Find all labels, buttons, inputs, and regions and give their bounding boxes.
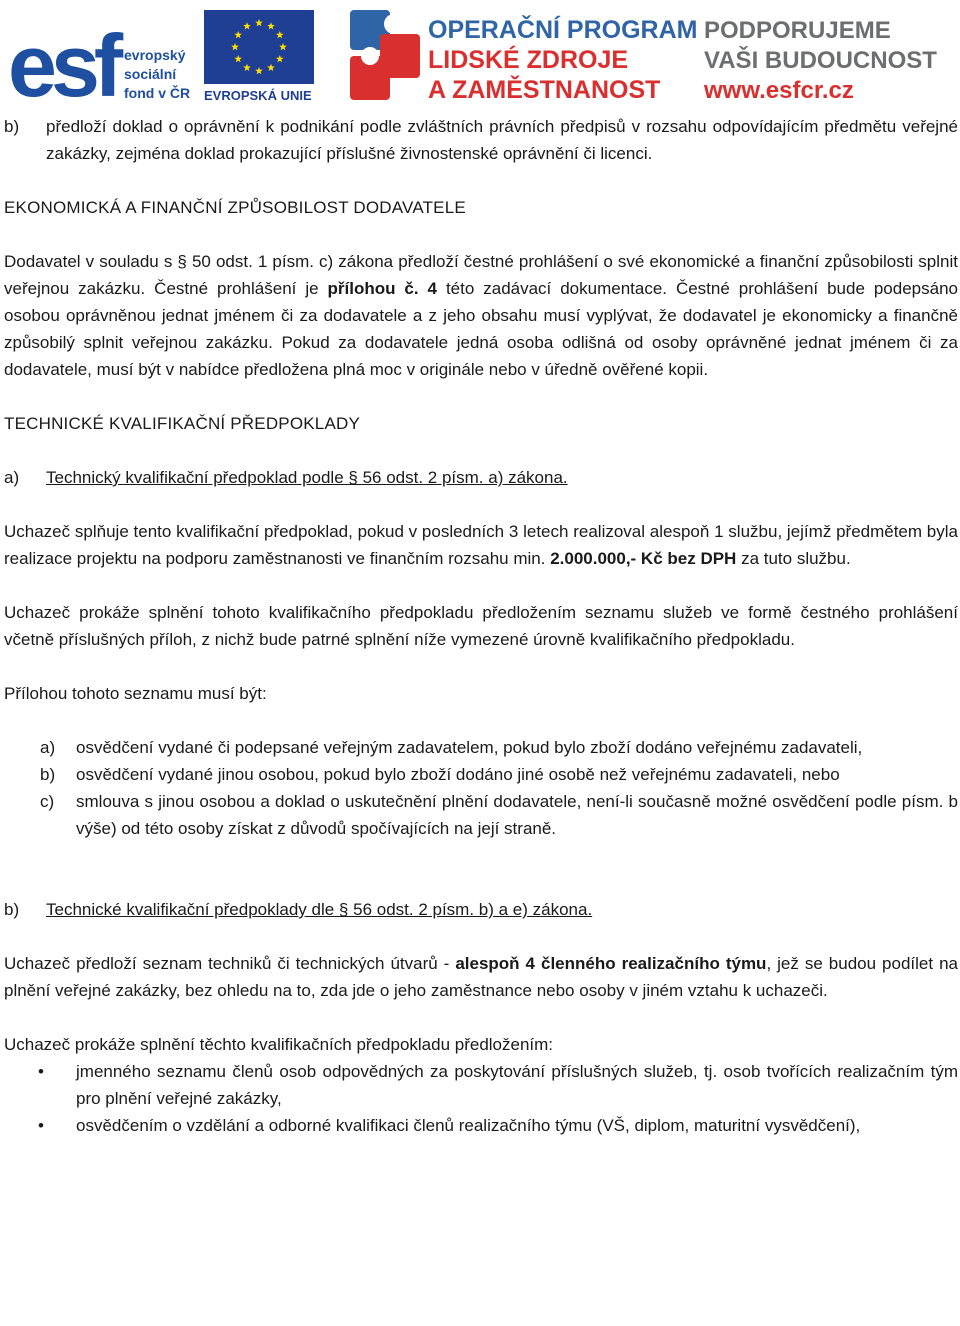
header-logos	[0, 0, 960, 106]
esf-letters: esf	[8, 16, 118, 106]
list-label: a)	[40, 738, 56, 757]
support-logo	[703, 17, 937, 104]
list-text: osvědčení vydané jinou osobou, pokud bylo zboží dodáno jiné osobě než veřejnému zadavateli, nebo	[76, 765, 840, 784]
econ-text-start: Dodavatel v souladu s § 50 odst. 1 písm. c) zákona předloží čestné prohlášení o své ekonomické a finanční způsobilosti splnit veřejnou zakázku. Čestné prohlášení je	[4, 252, 958, 298]
section-a-title	[4, 464, 958, 491]
support-line1: PODPORUJEME	[704, 17, 891, 44]
esf-line2: sociální	[124, 66, 177, 82]
paragraph-4	[4, 950, 958, 1004]
heading-technical: TECHNICKÉ KVALIFIKAČNÍ PŘEDPOKLADY	[4, 414, 361, 433]
bullet-item	[4, 1058, 958, 1112]
section-label: b)	[4, 900, 20, 919]
list-label: c)	[40, 792, 55, 811]
op-line1: OPERAČNÍ PROGRAM	[428, 16, 698, 44]
bullet-list	[4, 1058, 958, 1139]
paragraph-5: Uchazeč prokáže splnění těchto kvalifikačních předpokladu předložením:	[4, 1035, 554, 1054]
item-text: předloží doklad o oprávnění k podnikání podle zvláštních právních předpisů v rozsahu odpovídajícím předmětu veřejné zakázky, zejména doklad prokazující příslušné živnostenské oprávnění či licenci.	[46, 117, 958, 163]
bullet-text: jmenného seznamu členů osob odpovědných za poskytování příslušných služeb, tj. osob tvořících realizačním tým pro plnění veřejné zakázky,	[76, 1062, 958, 1108]
logo-strip	[0, 0, 960, 106]
op-puzzle-logo	[350, 10, 697, 104]
list-item	[40, 788, 958, 842]
bullet-item	[4, 1112, 958, 1139]
op-line2: LIDSKÉ ZDROJE	[428, 46, 629, 74]
p4-bold: alespoň 4 členného realizačního týmu	[455, 954, 767, 973]
p1-end: za tuto službu.	[736, 549, 851, 568]
p4-start: Uchazeč předloží seznam techniků či technických útvarů -	[4, 954, 456, 973]
paragraph-1	[4, 518, 958, 572]
esf-line3: fond v ČR	[124, 85, 191, 101]
bullet-text: osvědčením o vzdělání a odborné kvalifikaci členů realizačního týmu (VŠ, diplom, maturitní vysvědčení),	[76, 1116, 861, 1135]
heading-economic: EKONOMICKÁ A FINANČNÍ ZPŮSOBILOST DODAVATELE	[4, 198, 466, 217]
esf-logo	[8, 16, 190, 106]
esf-line1: evropský	[124, 47, 186, 63]
list-text: smlouva s jinou osobou a doklad o uskutečnění plnění dodavatele, není-li současně možné osvědčení podle písm. b výše) od této osoby získat z důvodů spočívajících na její straně.	[76, 792, 958, 838]
op-line3: A ZAMĚSTNANOST	[428, 76, 661, 104]
document-body	[4, 113, 958, 1139]
eu-caption: EVROPSKÁ UNIE	[204, 88, 312, 103]
p1-start: Uchazeč splňuje tento kvalifikační předpoklad, pokud v posledních 3 letech realizoval alespoň 1 službu, jejímž předmětem byla realizace projektu na podporu zaměstnanosti ve finančním rozsahu min.	[4, 522, 958, 568]
p4-end: , jež se budou podílet na plnění veřejné zakázky, bez ohledu na to, zda jde o jeho zaměstnance nebo osoby v jiném vztahu k uchazeči.	[4, 954, 958, 1000]
section-title: Technický kvalifikační předpoklad podle § 56 odst. 2 písm. a) zákona.	[46, 468, 568, 487]
section-label: a)	[4, 468, 20, 487]
list-text: osvědčení vydané či podepsané veřejným zadavatelem, pokud bylo zboží dodáno veřejnému zadavateli,	[76, 738, 863, 757]
support-url: www.esfcr.cz	[704, 77, 854, 104]
section-b-title	[4, 896, 958, 923]
paragraph-3: Přílohou tohoto seznamu musí být:	[4, 684, 267, 703]
p1-bold: 2.000.000,- Kč bez DPH	[550, 549, 737, 568]
paragraph-2: Uchazeč prokáže splnění tohoto kvalifikačního předpokladu předložením seznamu služeb ve formě čestného prohlášení včetně příslušných příloh, z nichž bude patrné splnění níže vymezené úrovně kvalifikačního předpokladu.	[4, 603, 958, 649]
list-item	[40, 761, 958, 788]
item-label: b)	[4, 117, 20, 136]
bullet-icon: •	[38, 1116, 44, 1135]
eu-flag-logo	[204, 10, 314, 103]
bullet-icon: •	[38, 1062, 44, 1081]
section-title: Technické kvalifikační předpoklady dle § 56 odst. 2 písm. b) a e) zákona.	[46, 900, 593, 919]
econ-text-end: této zadávací dokumentace. Čestné prohlášení bude podepsáno osobou oprávněnou jednat jménem či za dodavatele a z jeho obsahu musí vyplývat, že dodavatel je ekonomicky a finančně způsobilý splnit veřejnou zakázku. Pokud za dodavatele jedná osoba odlišná od osoby oprávněné jednat jménem či za dodavatele, musí být v nabídce předložena plná moc v originále nebo v úředně ověřené kopii.	[4, 279, 958, 379]
econ-text-bold: přílohou č. 4	[327, 279, 437, 298]
list-item	[40, 734, 958, 761]
support-line2: VAŠI BUDOUCNOST	[704, 47, 937, 74]
item-b-license	[4, 113, 958, 167]
economic-paragraph	[4, 248, 958, 383]
list-label: b)	[40, 765, 56, 784]
attachment-list	[4, 734, 958, 842]
